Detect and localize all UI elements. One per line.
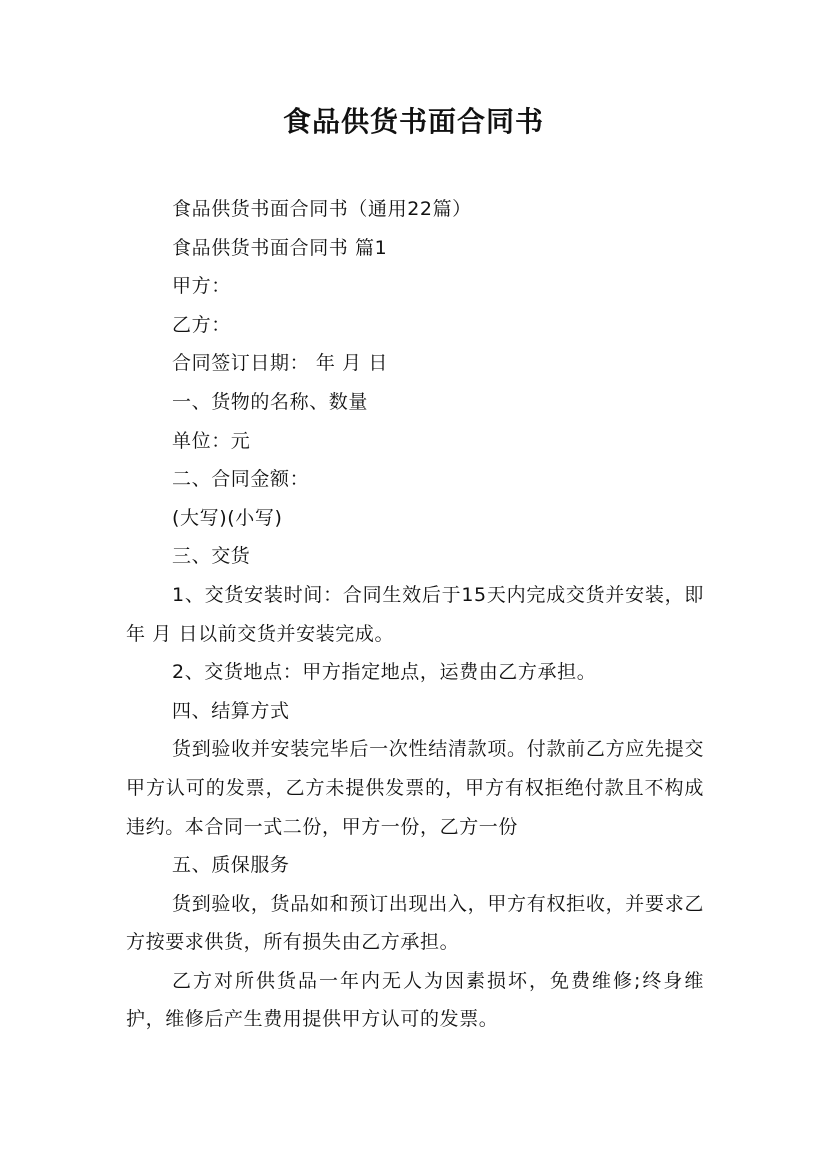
paragraph-heading-warranty: 五、质保服务: [172, 854, 290, 877]
paragraph-delivery-time: 1、交货安装时间：合同生效后于15天内完成交货并安装，即年 月 日以前交货并安装完成。: [126, 583, 704, 645]
paragraph-heading-delivery: 三、交货: [172, 545, 251, 568]
paragraph-heading-goods: 一、货物的名称、数量: [172, 390, 369, 413]
paragraph-heading-amount: 二、合同金额：: [172, 468, 310, 491]
paragraph-heading-settlement: 四、结算方式: [172, 699, 290, 722]
paragraph-subtitle: 食品供货书面合同书（通用22篇）: [172, 198, 472, 220]
paragraph-section-title: 食品供货书面合同书 篇1: [172, 236, 388, 259]
paragraph-delivery-place: 2、交货地点：甲方指定地点，运费由乙方承担。: [172, 661, 597, 684]
paragraph-party-a: 甲方：: [172, 275, 231, 298]
document-body: [126, 190, 704, 1039]
paragraph-inspection: 货到验收，货品如和预订出现出入，甲方有权拒收，并要求乙方按要求供货，所有损失由乙方承担。: [126, 892, 704, 954]
paragraph-amount-case: (大写)(小写): [172, 506, 283, 529]
paragraph-sign-date: 合同签订日期： 年 月 日: [172, 352, 388, 375]
paragraph-unit: 单位：元: [172, 429, 251, 452]
paragraph-settlement: 货到验收并安装完毕后一次性结清款项。付款前乙方应先提交甲方认可的发票，乙方未提供发票的，甲方有权拒绝付款且不构成违约。本合同一式二份，甲方一份，乙方一份: [126, 738, 704, 838]
paragraph-party-b: 乙方：: [172, 313, 231, 336]
paragraph-maintenance: 乙方对所供货品一年内无人为因素损坏，免费维修;终身维护，维修后产生费用提供甲方认可的发票。: [126, 969, 704, 1031]
document-title: 食品供货书面合同书: [282, 105, 544, 138]
